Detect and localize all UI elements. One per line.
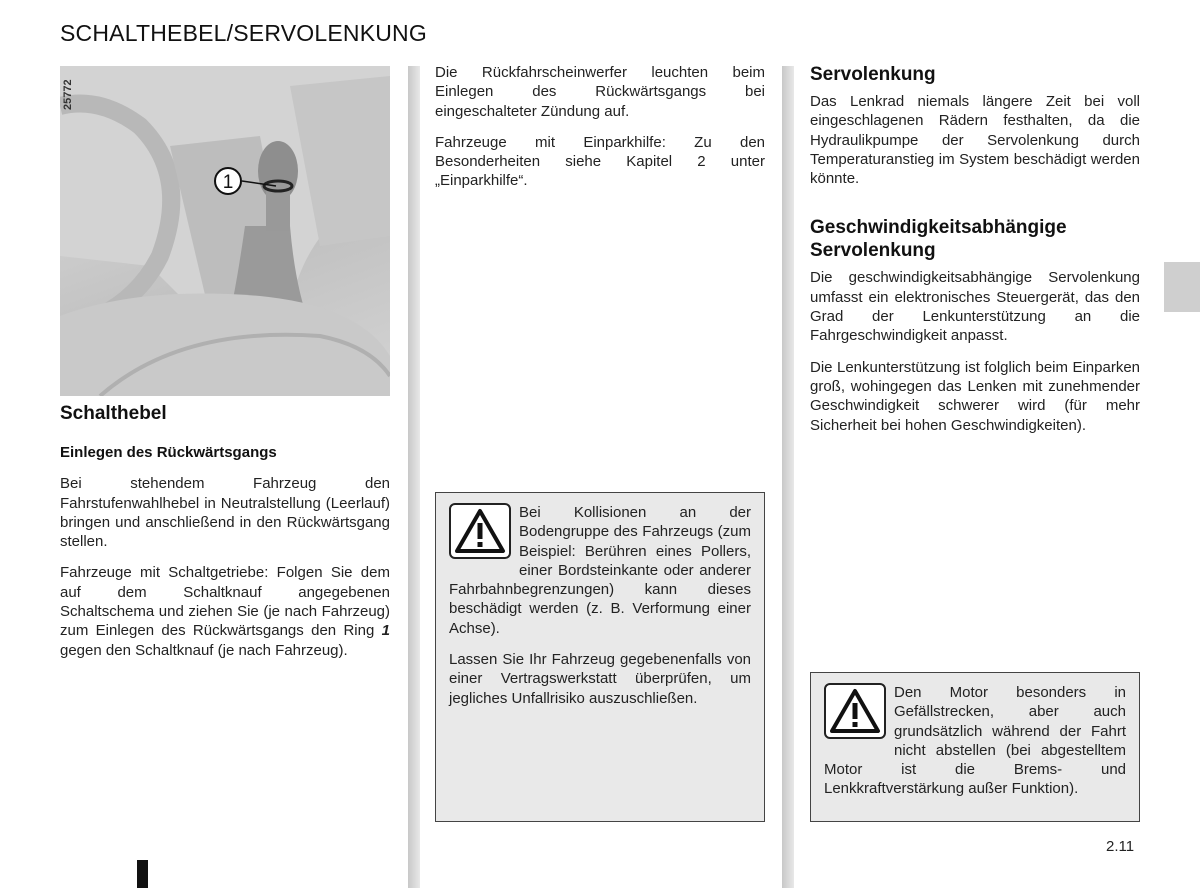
paragraph: Fahrzeuge mit Einparkhilfe: Zu den Besonderheiten siehe Kapitel 2 unter „Einparkhilfe“. [435, 133, 765, 190]
paragraph: Das Lenkrad niemals längere Zeit bei voll eingeschlagenen Rädern festhalten, da die Hydraulikpumpe der Servolenkung durch Temperaturanstieg im System beschädigt werden könnte. [810, 93, 1140, 188]
paragraph: Die Lenkunterstützung ist folglich beim Einparken groß, wohingegen das Lenken mit zunehmender Geschwindigkeit schwerer wird (für mehr Sicherheit bei hohen Geschwindigkeiten). [810, 358, 1140, 434]
paragraph: Bei stehendem Fahrzeug den Fahrstufenwahlhebel in Neutralstellung (Leerlauf) bringen und anschließend in den Rückwärtsgang stellen. [60, 475, 390, 551]
column-gutter [782, 66, 794, 888]
warning-triangle-icon [449, 503, 511, 559]
subheading-reverse-gear: Einlegen des Rückwärtsgangs [60, 444, 277, 461]
warning-paragraph: Den Motor besonders in Gefällstrecken, aber auch grundsätzlich während der Fahrt nicht abstellen (bei abgestelltem Motor ist die Brems- und Lenkkraftverstärkung außer Funktion). [824, 684, 1126, 798]
warning-paragraph: Lassen Sie Ihr Fahrzeug gegebenenfalls von einer Vertragswerkstatt überprüfen, um jegliches Unfallrisiko auszuschließen. [449, 651, 751, 707]
paragraph: Fahrzeuge mit Schaltgetriebe: Folgen Sie dem auf dem Schaltknauf angegebenen Schaltschema und ziehen Sie (je nach Fahrzeug) zum Einlegen des Rückwärtsgangs den Ring 1 gegen den Schaltknauf (je nach Fahrzeug). [60, 564, 390, 659]
callout-number: 1 [222, 172, 234, 193]
section-heading-schalthebel: Schalthebel [60, 403, 167, 424]
section-heading-speed-dependent: Geschwindigkeitsabhängige Servolenkung [810, 217, 1067, 262]
warning-paragraph: Bei Kollisionen an der Bodengruppe des Fahrzeugs (zum Beispiel: Berühren eines Pollers, einer Bordsteinkante oder anderer Fahrbahnbegrenzungen) kann dieses beschädigt werden (z. B. Verformung einer Achse). [449, 504, 751, 637]
paragraph: Die geschwindigkeitsabhängige Servolenkung umfasst ein elektronisches Steuergerät, das den Grad der Lenkunterstützung an die Fahrgeschwindigkeit anpasst. [810, 269, 1140, 345]
right-column [810, 63, 1140, 447]
page-title: SCHALTHEBEL/SERVOLENKUNG [60, 20, 427, 46]
warning-box-collision [435, 492, 765, 822]
warning-box-engine [810, 672, 1140, 822]
middle-column [435, 63, 765, 203]
ring-reference: 1 [381, 622, 390, 640]
paragraph: Die Rückfahrscheinwerfer leuchten beim Einlegen des Rückwärtsgangs bei eingeschalteter Zündung auf. [435, 64, 765, 120]
warning-triangle-icon [824, 683, 886, 739]
page-number: 2.11 [1106, 838, 1135, 855]
section-heading-servolenkung: Servolenkung [810, 64, 936, 85]
chapter-tab-marker [1164, 262, 1200, 312]
corner-mark [137, 860, 148, 888]
gear-lever-illustration [60, 66, 390, 396]
gear-lever-photo [60, 66, 390, 396]
left-column [60, 402, 390, 672]
photo-id: 25772 [62, 79, 74, 110]
column-gutter [408, 66, 420, 888]
